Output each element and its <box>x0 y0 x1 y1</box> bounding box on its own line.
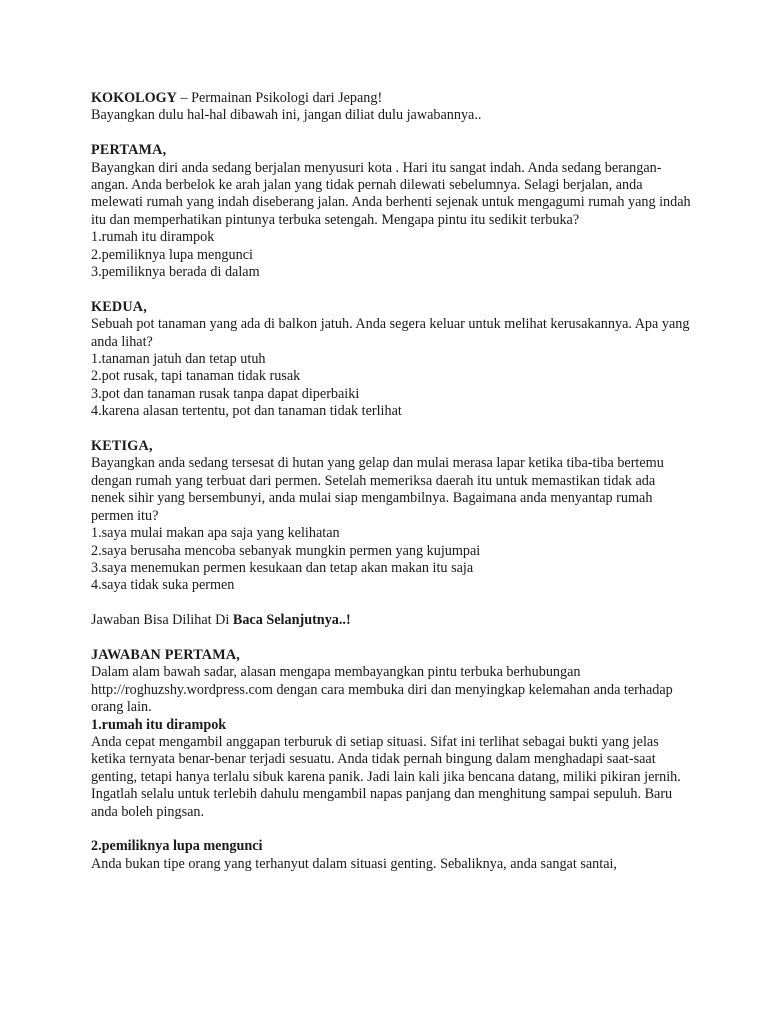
section-jawaban-pertama <box>91 647 691 873</box>
option-ketiga-3: 3.saya menemukan permen kesukaan dan tetap akan makan itu saja <box>91 559 474 576</box>
read-more-prefix: Jawaban Bisa Dilihat Di <box>91 612 233 629</box>
option-ketiga-4: 4.saya tidak suka permen <box>91 577 235 594</box>
section-kedua <box>91 299 691 421</box>
question-pertama-text: Bayangkan diri anda sedang berjalan menyusuri kota . Hari itu sangat indah. Anda sedang berangan-angan. Anda berbelok ke arah jalan yang tidak pernah dilewati sebelumnya. Selagi berjalan, anda melewati rumah yang indah diseberang jalan. Anda berhenti sejenak untuk mengagumi rumah yang indah itu dan memperhatikan pintunya terbuka setengah. Mengapa pintu itu sedikit terbuka? <box>91 159 691 228</box>
question-kedua-text: Sebuah pot tanaman yang ada di balkon jatuh. Anda segera keluar untuk melihat kerusakannya. Apa yang anda lihat? <box>91 316 690 350</box>
read-more-block <box>91 612 691 629</box>
heading-ketiga: KETIGA, <box>91 438 153 455</box>
read-more-line <box>91 612 691 629</box>
jawaban-pertama-text: Dalam alam bawah sadar, alasan mengapa membayangkan pintu terbuka berhubungan http://roghuzshy.wordpress.com dengan cara membuka diri dan menyingkap kelemahan anda terhadap orang lain. <box>91 664 673 716</box>
section-pertama <box>91 142 691 281</box>
option-pertama-1: 1.rumah itu dirampok <box>91 229 215 246</box>
option-kedua-1: 1.tanaman jatuh dan tetap utuh <box>91 351 266 368</box>
question-ketiga-text: Bayangkan anda sedang tersesat di hutan yang gelap dan mulai merasa lapar ketika tiba-tiba bertemu dengan rumah yang terbuat dari permen. Setelah memeriksa daerah itu untuk memastikan tidak ada nenek sihir yang bersembunyi, anda mulai siap mengambilnya. Bagaimana anda menyantap rumah permen itu? <box>91 455 664 524</box>
option-pertama-3: 3.pemiliknya berada di dalam <box>91 264 260 281</box>
option-ketiga-1: 1.saya mulai makan apa saja yang kelihatan <box>91 525 340 542</box>
option-kedua-3: 3.pot dan tanaman rusak tanpa dapat diperbaiki <box>91 385 360 402</box>
heading-kedua: KEDUA, <box>91 298 147 315</box>
answer-1-text: Anda cepat mengambil anggapan terburuk di setiap situasi. Sifat ini terlihat sebagai bukti yang jelas ketika ternyata benar-benar terjadi sesuatu. Anda tidak pernah bingung dalam menghadapi saat-saat genting, tetapi hanya terlalu sibuk karena panik. Jadi lain kali jika bencana datang, miliki pikiran jernih. Ingatlah selalu untuk terlebih dahulu mengambil napas panjang dan menghitung sampai sepuluh. Baru anda boleh pingsan. <box>91 733 681 820</box>
read-more-link[interactable]: Baca Selanjutnya..! <box>232 612 351 629</box>
option-pertama-2: 2.pemiliknya lupa mengunci <box>91 246 253 263</box>
answer-2-text: Anda bukan tipe orang yang terhanyut dalam situasi genting. Sebaliknya, anda sangat santai, <box>91 855 617 872</box>
title-block <box>91 90 691 125</box>
option-ketiga-2: 2.saya berusaha mencoba sebanyak mungkin permen yang kujumpai <box>91 542 481 559</box>
heading-jawaban-pertama: JAWABAN PERTAMA, <box>91 646 241 663</box>
document-page <box>91 90 691 873</box>
section-ketiga <box>91 438 691 595</box>
document-title <box>91 90 691 107</box>
title-bold: KOKOLOGY <box>91 90 177 106</box>
answer-2-heading: 2.pemiliknya lupa mengunci <box>91 838 263 855</box>
answer-1-heading: 1.rumah itu dirampok <box>91 716 227 733</box>
option-kedua-4: 4.karena alasan tertentu, pot dan tanaman tidak terlihat <box>91 403 402 420</box>
intro-text: Bayangkan dulu hal-hal dibawah ini, jangan diliat dulu jawabannya.. <box>91 107 482 124</box>
title-rest: – Permainan Psikologi dari Jepang! <box>176 90 383 106</box>
heading-pertama: PERTAMA, <box>91 142 167 159</box>
option-kedua-2: 2.pot rusak, tapi tanaman tidak rusak <box>91 368 301 385</box>
